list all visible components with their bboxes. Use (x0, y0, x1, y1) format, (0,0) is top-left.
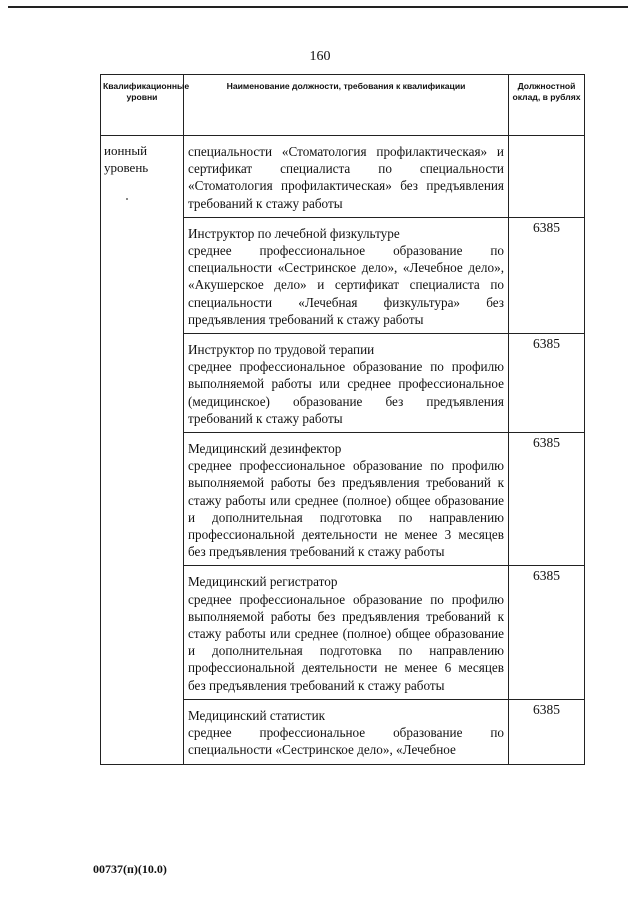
position-title: Медицинский статистик (188, 707, 326, 723)
position-title: Инструктор по лечебной физкультуре (188, 225, 400, 241)
header-level: Квалификационные уровни (101, 75, 184, 136)
position-description-cell (184, 217, 509, 333)
position-title: Инструктор по трудовой терапии (188, 342, 375, 358)
position-description-cell (184, 566, 509, 699)
qualification-table (100, 74, 585, 765)
salary-cell: 6385 (509, 566, 585, 699)
table-row (101, 136, 585, 218)
salary-cell (509, 136, 585, 218)
position-requirements: среднее профессиональное образование по профилю выполняемой работы или среднее профессиональное (медицинское) образование без предъявления требований к стажу работы (188, 359, 504, 426)
position-requirements: специальности «Стоматология профилактическая» и сертификат специалиста по специальности «Стоматология профилактическая» без предъявления требований к стажу работы (188, 144, 504, 211)
salary-cell: 6385 (509, 699, 585, 764)
salary-cell: 6385 (509, 433, 585, 566)
salary-cell: 6385 (509, 334, 585, 433)
position-description-cell (184, 334, 509, 433)
qualification-level-cell: ионный уровень (101, 136, 184, 765)
header-name: Наименование должности, требования к квалификации (184, 75, 509, 136)
top-rule (8, 6, 628, 8)
position-title: Медицинский дезинфектор (188, 441, 342, 457)
salary-cell: 6385 (509, 217, 585, 333)
position-requirements: среднее профессиональное образование по специальности «Сестринское дело», «Лечебное дело», «Акушерское дело» и сертификат специалиста по специальности «Лечебная физкультура» без предъявления требований к стажу работы (188, 243, 504, 327)
document-code: 00737(п)(10.0) (93, 862, 167, 876)
page-number: 160 (309, 49, 331, 64)
header-salary: Должностной оклад, в рублях (509, 75, 585, 136)
header-row (101, 75, 585, 136)
position-description-cell (184, 433, 509, 566)
position-requirements: среднее профессиональное образование по специальности «Сестринское дело», «Лечебное (188, 725, 504, 758)
position-description-cell (184, 699, 509, 764)
position-title: Медицинский регистратор (188, 574, 338, 590)
position-description-cell (184, 136, 509, 218)
position-requirements: среднее профессиональное образование по профилю выполняемой работы без предъявления требований к стажу работы или среднее (полное) общее образование и дополнительная подготовка по направлению профессиональной деятельности не менее 3 месяцев без предъявления требований к стажу работы (188, 458, 504, 560)
position-requirements: среднее профессиональное образование по профилю выполняемой работы без предъявления требований к стажу работы или среднее (полное) общее образование и дополнительная подготовка по направлению профессиональной деятельности не менее 6 месяцев без предъявления требований к стажу работы (188, 591, 504, 693)
